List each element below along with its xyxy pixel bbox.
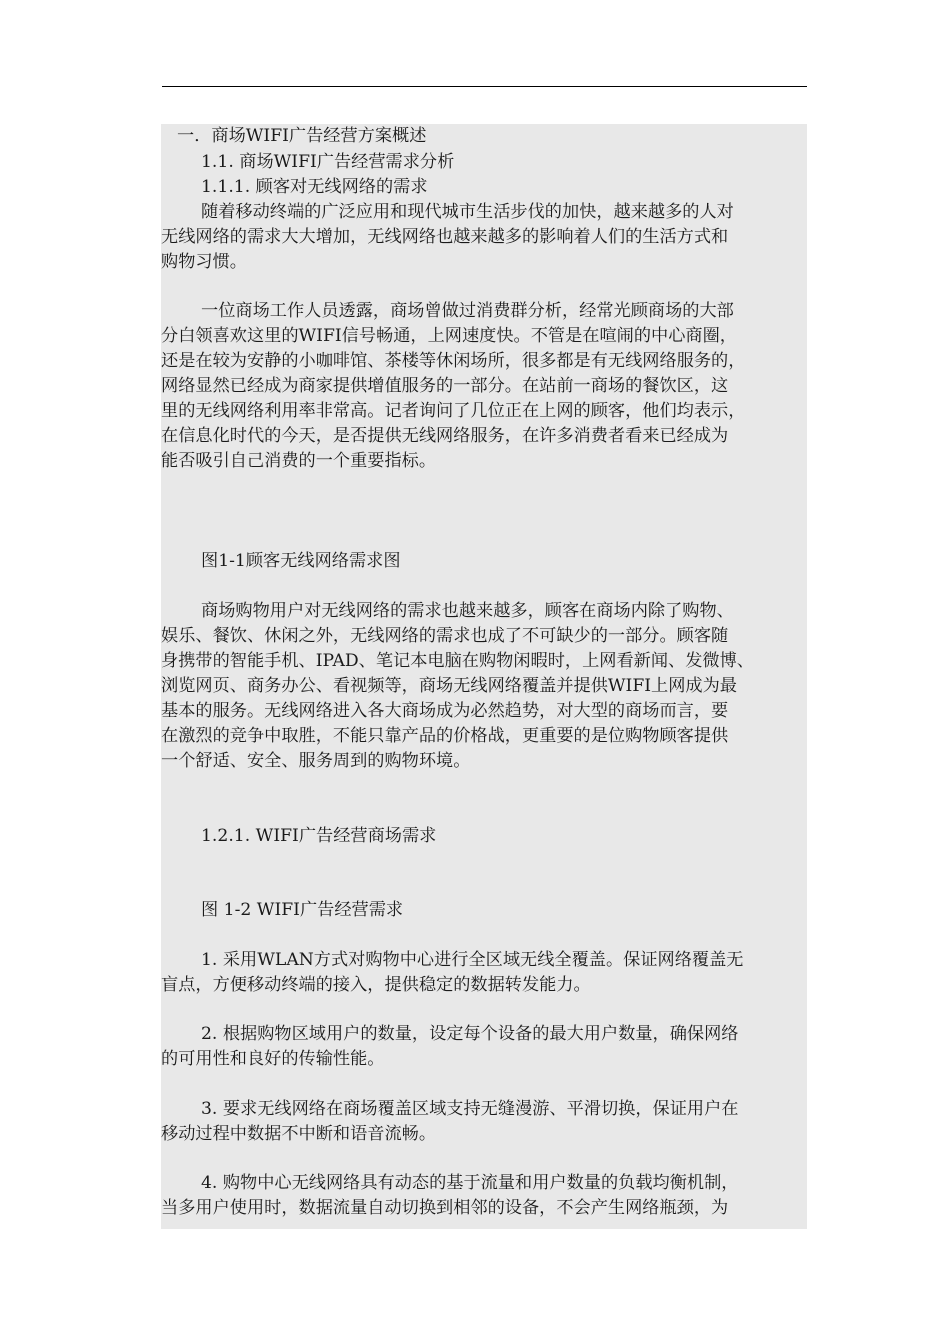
list-item-line: 1. 采用WLAN方式对购物中心进行全区域无线全覆盖。保证网络覆盖无 [201, 950, 744, 970]
paragraph-line: 网络显然已经成为商家提供增值服务的一部分。在站前一商场的餐饮区，这 [161, 376, 729, 396]
paragraph-line: 能否吸引自己消费的一个重要指标。 [161, 451, 437, 471]
figure-caption: 图1-1顾客无线网络需求图 [201, 551, 401, 571]
header-rule [162, 86, 807, 87]
list-item-line: 2. 根据购物区域用户的数量，设定每个设备的最大用户数量，确保网络 [201, 1024, 739, 1044]
list-item-line: 当多用户使用时，数据流量自动切换到相邻的设备，不会产生网络瓶颈，为 [161, 1198, 729, 1218]
paragraph-line: 一个舒适、安全、服务周到的购物环境。 [161, 751, 471, 771]
paragraph-line: 一位商场工作人员透露，商场曾做过消费群分析，经常光顾商场的大部 [201, 301, 734, 321]
paragraph-line: 无线网络的需求大大增加，无线网络也越来越多的影响着人们的生活方式和 [161, 227, 729, 247]
list-item-line: 盲点，方便移动终端的接入，提供稳定的数据转发能力。 [161, 975, 591, 995]
document-body [161, 124, 807, 1229]
paragraph-line: 购物习惯。 [161, 252, 247, 272]
paragraph-line: 基本的服务。无线网络进入各大商场成为必然趋势，对大型的商场而言，要 [161, 701, 729, 721]
list-item-line: 3. 要求无线网络在商场覆盖区域支持无缝漫游、平滑切换，保证用户在 [201, 1099, 739, 1119]
paragraph-line: 娱乐、餐饮、休闲之外，无线网络的需求也成了不可缺少的一部分。顾客随 [161, 626, 729, 646]
paragraph-line: 商场购物用户对无线网络的需求也越来越多，顾客在商场内除了购物、 [201, 601, 734, 621]
paragraph-line: 浏览网页、商务办公、看视频等，商场无线网络覆盖并提供WIFI上网成为最 [161, 676, 737, 696]
paragraph-line: 分白领喜欢这里的WIFI信号畅通，上网速度快。不管是在喧闹的中心商圈， [161, 326, 737, 346]
list-item-line: 移动过程中数据不中断和语音流畅。 [161, 1124, 437, 1144]
paragraph-line: 随着移动终端的广泛应用和现代城市生活步伐的加快，越来越多的人对 [201, 202, 734, 222]
list-item-line: 4. 购物中心无线网络具有动态的基于流量和用户数量的负载均衡机制， [201, 1173, 739, 1193]
paragraph-line: 在信息化时代的今天，是否提供无线网络服务，在许多消费者看来已经成为 [161, 426, 729, 446]
heading-1-1-1: 1.1.1. 顾客对无线网络的需求 [201, 177, 428, 197]
paragraph-line: 里的无线网络利用率非常高。记者询问了几位正在上网的顾客，他们均表示， [161, 401, 746, 421]
heading-1-1: 1.1. 商场WIFI广告经营需求分析 [201, 152, 455, 172]
heading-1-2-1: 1.2.1. WIFI广告经营商场需求 [201, 826, 437, 846]
heading-level-1: 一．商场WIFI广告经营方案概述 [177, 126, 427, 146]
figure-caption: 图 1-2 WIFI广告经营需求 [201, 900, 404, 920]
paragraph-line: 身携带的智能手机、IPAD、笔记本电脑在购物闲暇时，上网看新闻、发微博、 [161, 651, 754, 671]
list-item-line: 的可用性和良好的传输性能。 [161, 1049, 385, 1069]
paragraph-line: 在激烈的竞争中取胜，不能只靠产品的价格战，更重要的是位购物顾客提供 [161, 726, 729, 746]
paragraph-line: 还是在较为安静的小咖啡馆、茶楼等休闲场所，很多都是有无线网络服务的， [161, 351, 746, 371]
